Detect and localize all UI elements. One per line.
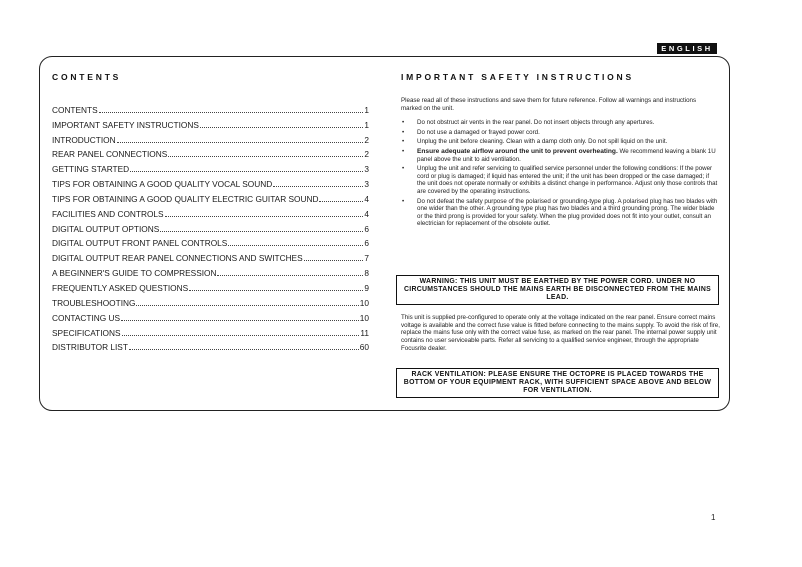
toc-entry[interactable] [52, 278, 369, 293]
toc-leader-dots [200, 127, 363, 128]
toc-leader-dots [130, 171, 363, 172]
rack-ventilation-warning-box: RACK VENTILATION: PLEASE ENSURE THE OCTOPRE IS PLACED TOWARDS THE BOTTOM OF YOUR EQUIPMENT RACK, WITH SUFFICIENT SPACE ABOVE AND BELOW FOR VENTILATION. [396, 368, 719, 398]
toc-entry-label: CONTACTING US [52, 312, 121, 323]
toc-leader-dots [99, 112, 364, 113]
toc-entry[interactable] [52, 115, 369, 130]
toc-leader-dots [136, 305, 358, 306]
safety-bullet-bold: Ensure adequate airflow around the unit to prevent overheating. [417, 147, 618, 155]
toc-entry-page: 3 [364, 179, 369, 190]
toc-entry[interactable] [52, 219, 369, 234]
toc-entry-label: FREQUENTLY ASKED QUESTIONS [52, 282, 189, 293]
toc-entry[interactable] [52, 159, 369, 174]
safety-bullet-text: Do not obstruct air vents in the rear panel. Do not insert objects through any apertures. [417, 119, 655, 127]
toc-entry[interactable] [52, 323, 369, 338]
toc-entry[interactable] [52, 248, 369, 263]
earth-warning-box: WARNING: THIS UNIT MUST BE EARTHED BY THE POWER CORD. UNDER NO CIRCUMSTANCES SHOULD THE MAINS EARTH BE DISCONNECTED FROM THE MAINS LEAD. [396, 275, 719, 305]
safety-bullet-list [401, 119, 718, 228]
toc-entry-label: INTRODUCTION [52, 134, 116, 145]
safety-bullet-text: Do not use a damaged or frayed power cord. [417, 128, 540, 136]
toc-entry-label: IMPORTANT SAFETY INSTRUCTIONS [52, 119, 199, 130]
table-of-contents [52, 100, 369, 352]
toc-leader-dots [319, 201, 363, 202]
toc-entry-page: 10 [359, 297, 369, 308]
toc-entry-label: CONTENTS [52, 104, 98, 115]
toc-entry-page: 4 [364, 193, 369, 204]
safety-bullet-text: Do not defeat the safety purpose of the polarised or grounding-type plug. A polarised plug has two blades with one wider than the other. A grounding type plug has two blades and a third grounding prong. The wider blade or the third prong is provided for your safety. When the plug provided does not fit into your outlet, consult an electrician for replacement of the obsolete outlet. [417, 197, 718, 228]
toc-entry[interactable] [52, 100, 369, 115]
safety-bullet [401, 129, 718, 137]
toc-entry-page: 7 [364, 253, 369, 264]
toc-leader-dots [160, 231, 363, 232]
toc-entry-label: SPECIFICATIONS [52, 327, 121, 338]
toc-entry[interactable] [52, 263, 369, 278]
safety-bullet-text: We recommend leaving a blank 1U panel above the unit to aid ventilation. [417, 147, 716, 163]
toc-entry-label: A BEGINNER'S GUIDE TO COMPRESSION [52, 268, 217, 279]
safety-intro: Please read all of these instructions and save them for future reference. Follow all warnings and instructions marked on the unit. [401, 97, 697, 112]
toc-entry-label: DIGITAL OUTPUT REAR PANEL CONNECTIONS AND SWITCHES [52, 253, 303, 264]
toc-leader-dots [228, 245, 363, 246]
toc-entry-page: 8 [364, 268, 369, 279]
toc-entry-page: 1 [364, 119, 369, 130]
toc-entry-page: 6 [364, 223, 369, 234]
toc-entry[interactable] [52, 293, 369, 308]
toc-entry[interactable] [52, 130, 369, 145]
toc-entry-page: 11 [360, 327, 369, 338]
toc-leader-dots [189, 290, 363, 291]
safety-bullet-text: Unplug the unit and refer servicing to qualified service personnel under the following conditions: If the power cord or plug is damaged; if liquid has entered the unit; if the unit has been dropped or the case damaged; if the unit does not operate normally or exhibits a distinct change in performance. Adjust only those controls that are covered by the operating instructions. [417, 165, 718, 195]
toc-entry-page: 60 [359, 342, 369, 353]
toc-entry[interactable] [52, 189, 369, 204]
contents-title: CONTENTS [52, 72, 122, 82]
toc-entry-page: 2 [364, 134, 369, 145]
toc-entry-label: GETTING STARTED [52, 164, 130, 175]
toc-entry-label: DIGITAL OUTPUT OPTIONS [52, 223, 160, 234]
safety-bullet [401, 165, 718, 195]
toc-entry-page: 4 [364, 208, 369, 219]
toc-leader-dots [117, 142, 364, 143]
safety-title: IMPORTANT SAFETY INSTRUCTIONS [401, 72, 634, 82]
toc-entry[interactable] [52, 145, 369, 160]
toc-leader-dots [273, 186, 363, 187]
toc-leader-dots [122, 335, 360, 336]
toc-entry-page: 10 [359, 312, 369, 323]
language-badge: ENGLISH [657, 43, 717, 54]
toc-entry-page: 9 [364, 282, 369, 293]
toc-entry[interactable] [52, 174, 369, 189]
toc-leader-dots [168, 156, 363, 157]
page-number: 1 [711, 513, 716, 522]
toc-entry-label: FACILITIES AND CONTROLS [52, 208, 164, 219]
safety-bullet [401, 148, 718, 163]
toc-entry-label: TIPS FOR OBTAINING A GOOD QUALITY VOCAL SOUND [52, 179, 273, 190]
toc-entry-page: 2 [364, 149, 369, 160]
safety-bullet-text: Unplug the unit before cleaning. Clean with a damp cloth only. Do not spill liquid on the unit. [417, 138, 668, 146]
toc-leader-dots [217, 275, 363, 276]
toc-entry-label: DIGITAL OUTPUT FRONT PANEL CONTROLS [52, 238, 228, 249]
toc-entry-page: 1 [364, 104, 369, 115]
safety-bullet [401, 198, 718, 228]
toc-leader-dots [304, 260, 364, 261]
toc-leader-dots [129, 349, 359, 350]
safety-bullet [401, 119, 718, 127]
toc-entry-label: REAR PANEL CONNECTIONS [52, 149, 168, 160]
toc-entry-label: TIPS FOR OBTAINING A GOOD QUALITY ELECTRIC GUITAR SOUND [52, 193, 319, 204]
safety-instructions [401, 97, 718, 230]
supply-voltage-note: This unit is supplied pre-configured to operate only at the voltage indicated on the rear panel. Ensure correct mains voltage is available and the correct fuse value is fitted before connecting to the mains supply. To avoid the risk of fire, replace the mains fuse only with the correct value fuse, as marked on the rear panel. The internal power supply unit contains no user serviceable parts. Refer all servicing to a qualified service engineer, through the appropriate Focusrite dealer. [401, 314, 720, 352]
safety-bullet [401, 138, 718, 146]
toc-entry-page: 6 [364, 238, 369, 249]
toc-entry[interactable] [52, 338, 369, 353]
toc-leader-dots [121, 320, 359, 321]
toc-leader-dots [165, 216, 364, 217]
toc-entry-label: DISTRIBUTOR LIST [52, 342, 128, 353]
toc-entry[interactable] [52, 308, 369, 323]
toc-entry[interactable] [52, 204, 369, 219]
toc-entry-label: TROUBLESHOOTING [52, 297, 136, 308]
toc-entry[interactable] [52, 234, 369, 249]
toc-entry-page: 3 [364, 164, 369, 175]
